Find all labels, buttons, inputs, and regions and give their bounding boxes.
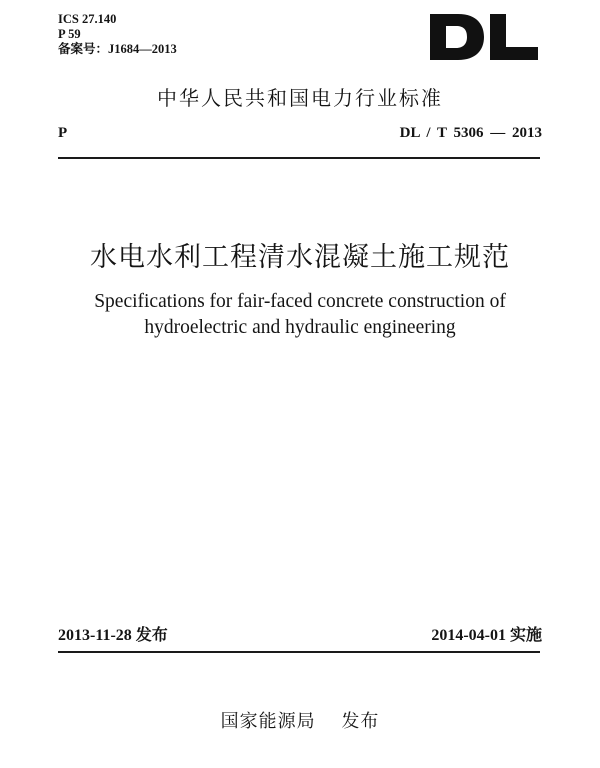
publisher: 国家能源局 发布	[220, 711, 380, 732]
top-divider	[58, 157, 540, 159]
dl-logo-icon	[428, 12, 540, 62]
effective-date: 2014-04-01 实施	[431, 627, 542, 644]
document-title-english-line1: Specifications for fair-faced concrete construction of	[94, 291, 506, 312]
ics-code: ICS 27.140	[58, 12, 117, 26]
document-title-chinese: 水电水利工程清水混凝土施工规范	[90, 242, 510, 273]
issue-date: 2013-11-28 发布	[58, 627, 168, 644]
document-title-english-line2: hydroelectric and hydraulic engineering	[144, 317, 456, 338]
standard-body-title: 中华人民共和国电力行业标准	[157, 86, 443, 110]
standard-number: DL / T 5306 — 2013	[399, 125, 542, 141]
category-code: P 59	[58, 27, 81, 41]
record-number: 备案号：J1684—2013	[58, 42, 177, 56]
classification-code: P	[58, 125, 68, 141]
bottom-divider	[58, 651, 540, 653]
